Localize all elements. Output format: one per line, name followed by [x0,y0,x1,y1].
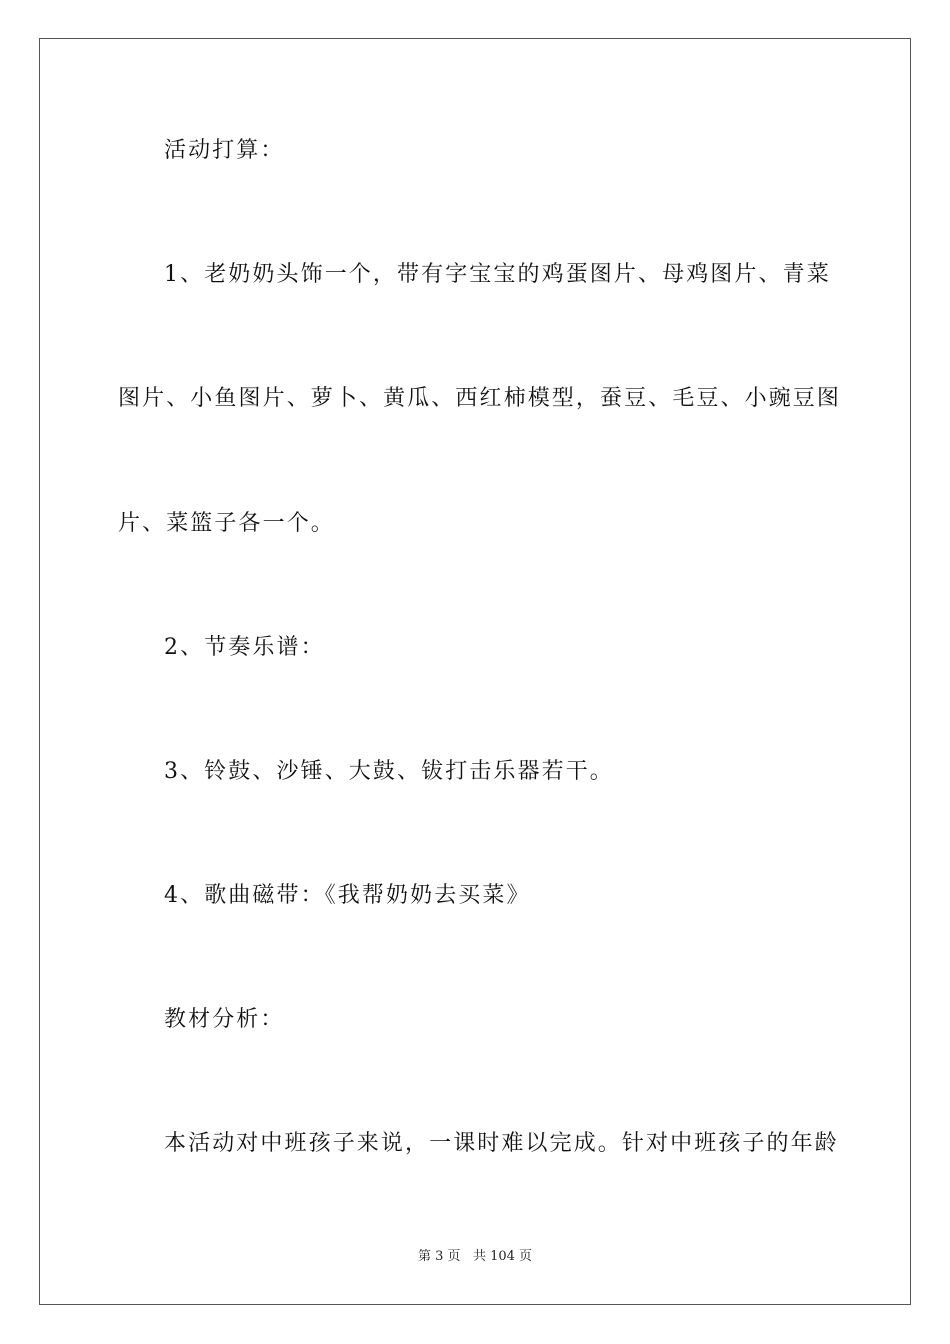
paragraph-line: 本活动对中班孩子来说，一课时难以完成。针对中班孩子的年龄 [164,1131,839,1156]
heading-preparation: 活动打算： [164,138,285,163]
paragraph-line: 1、老奶奶头饰一个，带有字宝宝的鸡蛋图片、母鸡图片、青菜 [164,262,831,287]
page-number: 第 3 页 [417,1249,461,1264]
paragraph-line: 图片、小鱼图片、萝卜、黄瓜、西红柿模型，蚕豆、毛豆、小豌豆图 [118,386,842,411]
heading-material-analysis: 教材分析： [164,1007,285,1032]
page-footer [0,1248,950,1266]
paragraph-line: 2、节奏乐谱： [164,635,325,660]
page-border [39,38,911,1305]
paragraph-line: 片、菜篮子各一个。 [118,511,335,536]
page-total: 共 104 页 [472,1249,533,1264]
paragraph-line: 4、歌曲磁带：《我帮奶奶去买菜》 [164,883,531,908]
paragraph-line: 3、铃鼓、沙锤、大鼓、钹打击乐器若干。 [164,759,614,784]
